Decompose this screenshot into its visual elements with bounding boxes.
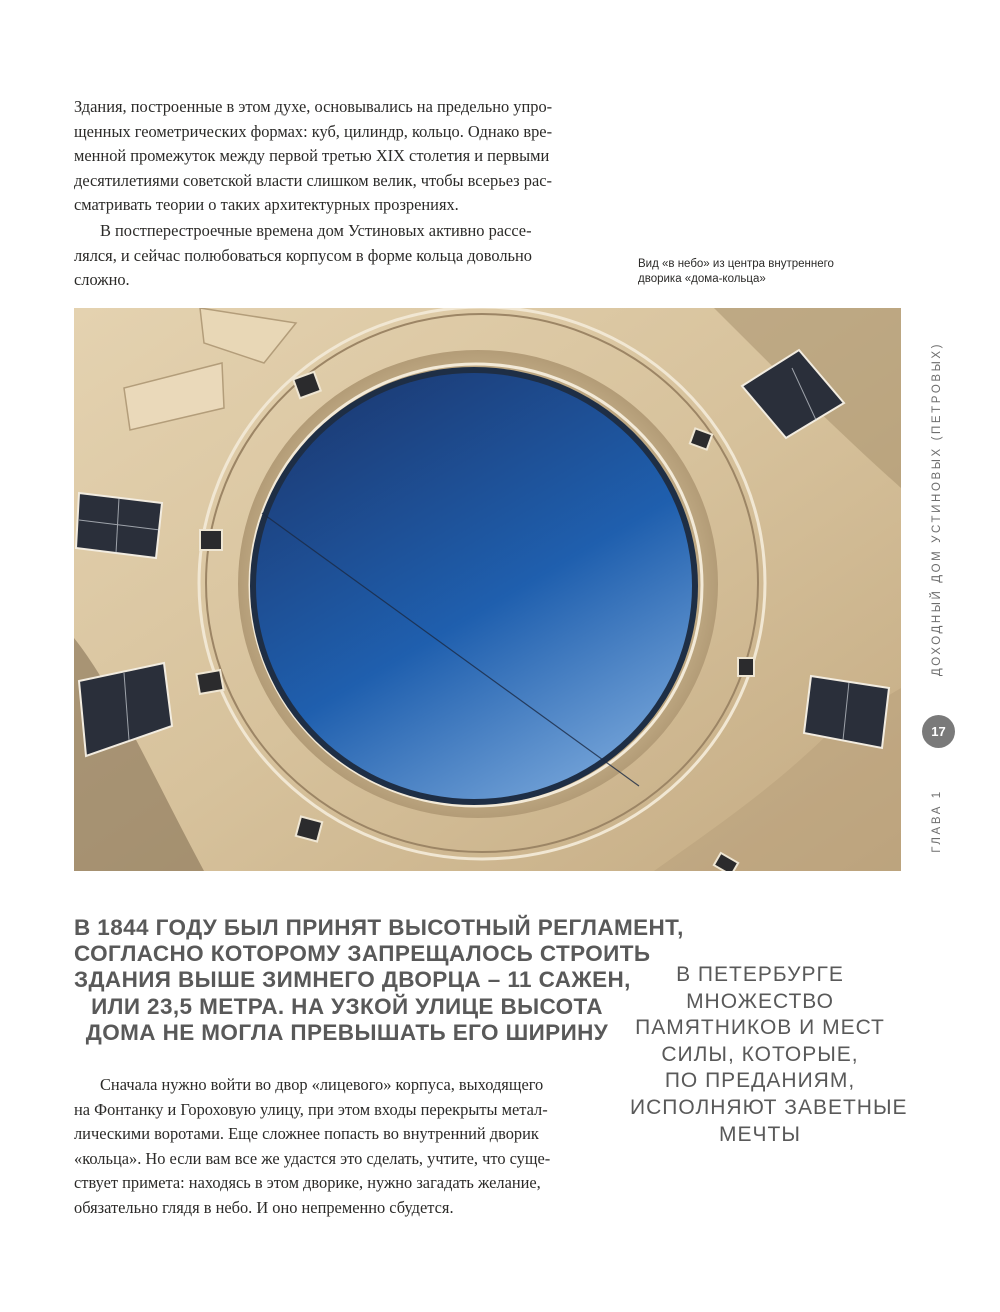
courtyard-photo bbox=[74, 308, 901, 871]
courtyard-photo-illustration bbox=[74, 308, 901, 871]
pull-quote-line: ЗДАНИЯ ВЫШЕ ЗИМНЕГО ДВОРЦА – 11 САЖЕН, bbox=[74, 967, 631, 993]
side-quote bbox=[630, 962, 908, 1148]
chapter-label: ГЛАВА 1 bbox=[931, 789, 943, 853]
side-quote-line: МЕЧТЫ bbox=[719, 1122, 801, 1146]
text-line: Сначала нужно войти во двор «лицевого» корпуса, выходящего bbox=[100, 1075, 544, 1094]
side-quote-line: ПАМЯТНИКОВ И МЕСТ bbox=[635, 1016, 885, 1040]
text-line: лялся, и сейчас полюбоваться корпусом в форме кольца довольно bbox=[74, 245, 532, 265]
text-line: щенных геометрических формах: куб, цилиндр, кольцо. Однако вре- bbox=[74, 121, 553, 141]
side-quote-line: ПО ПРЕДАНИЯМ, bbox=[664, 1069, 856, 1093]
photo-caption bbox=[638, 257, 878, 287]
text-line: десятилетиями советской власти слишком велик, чтобы всерьез рас- bbox=[74, 170, 552, 190]
text-line: ствует примета: находясь в этом дворике, нужно загадать желание, bbox=[74, 1173, 541, 1193]
text-line: менной промежуток между первой третью XIX столетия и первыми bbox=[74, 146, 550, 166]
intro-paragraph bbox=[74, 95, 620, 218]
side-quote-line: СИЛЫ, КОТОРЫЕ, bbox=[661, 1042, 859, 1066]
pull-quote-line: ДОМА НЕ МОГЛА ПРЕВЫШАТЬ ЕГО ШИРИНУ bbox=[85, 1019, 609, 1045]
side-quote-line: ИСПОЛНЯЮТ ЗАВЕТНЫЕ bbox=[630, 1095, 908, 1119]
text-line: обязательно глядя в небо. И оно непременно сбудется. bbox=[74, 1197, 454, 1217]
pull-quote-line: В 1844 ГОДУ БЫЛ ПРИНЯТ ВЫСОТНЫЙ РЕГЛАМЕНТ, bbox=[74, 915, 684, 940]
text-line: Здания, построенные в этом духе, основывались на предельно упро- bbox=[74, 97, 553, 116]
pull-quote bbox=[74, 915, 684, 1046]
side-quote-line: МНОЖЕСТВО bbox=[686, 989, 834, 1013]
sidebar bbox=[925, 341, 949, 855]
text-line: «кольца». Но если вам все же удастся это сделать, учтите, что суще- bbox=[74, 1148, 551, 1168]
running-title: ДОХОДНЫЙ ДОМ УСТИНОВЫХ (ПЕТРОВЫХ) bbox=[931, 341, 943, 677]
text-line: на Фонтанку и Гороховую улицу, при этом входы перекрыты метал- bbox=[74, 1099, 548, 1119]
text-line: сматривать теории о таких архитектурных прозрениях. bbox=[74, 195, 459, 215]
text-line: сложно. bbox=[74, 270, 130, 290]
page-number-badge: 17 bbox=[922, 715, 955, 748]
caption-line: Вид «в небо» из центра внутреннего bbox=[638, 258, 834, 270]
text-line: В постперестроечные времена дом Устиновых активно рассе- bbox=[100, 221, 532, 240]
side-quote-line: В ПЕТЕРБУРГЕ bbox=[676, 963, 844, 986]
text-line: лическими воротами. Еще сложнее попасть во внутренний дворик bbox=[74, 1124, 539, 1144]
closing-paragraph bbox=[74, 1073, 620, 1221]
pull-quote-line: СОГЛАСНО КОТОРОМУ ЗАПРЕЩАЛОСЬ СТРОИТЬ bbox=[74, 941, 651, 967]
second-paragraph bbox=[74, 219, 620, 293]
caption-line: дворика «дома-кольца» bbox=[638, 273, 766, 285]
pull-quote-line: ИЛИ 23,5 МЕТРА. НА УЗКОЙ УЛИЦЕ ВЫСОТА bbox=[91, 993, 603, 1019]
